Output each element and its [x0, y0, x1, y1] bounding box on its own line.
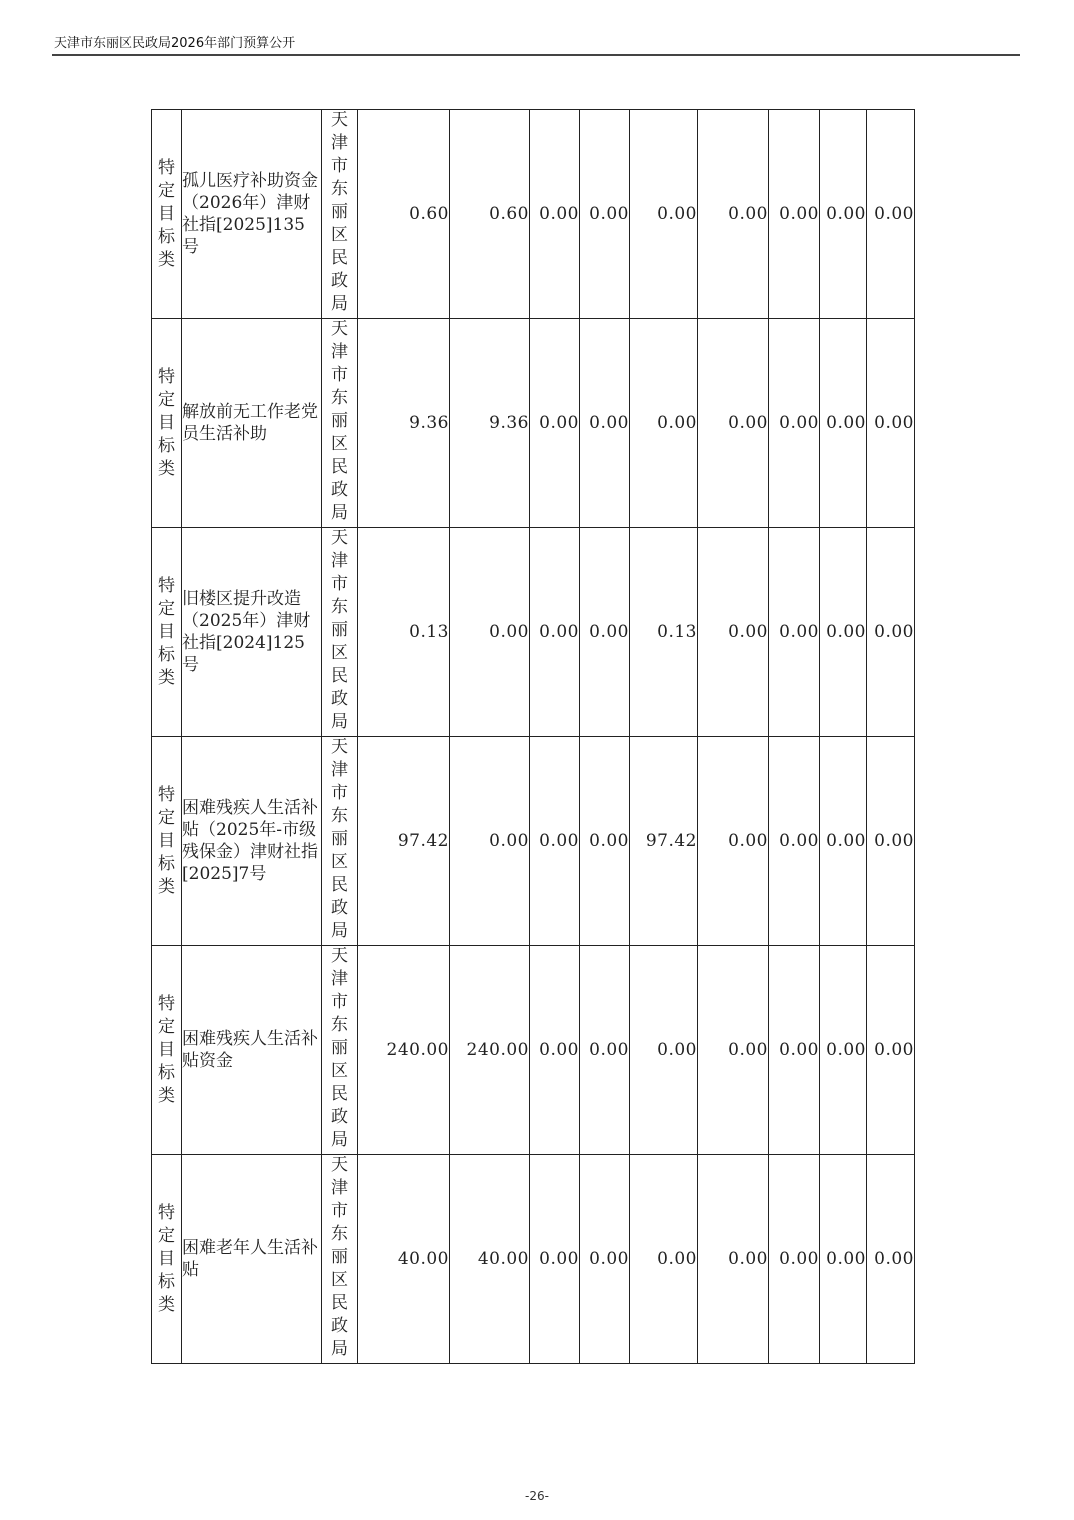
department-cell [322, 110, 358, 319]
department: 天津市东丽区民政局 [331, 110, 348, 314]
value-cell: 240.00 [358, 946, 450, 1155]
project-type: 特定目标类 [158, 993, 175, 1106]
project-name: 旧楼区提升改造（2025年）津财社指[2024]125号 [182, 528, 322, 737]
value-cell: 0.00 [820, 737, 867, 946]
project-type-cell [152, 737, 182, 946]
department-cell [322, 737, 358, 946]
table-row [152, 528, 915, 737]
value-cell: 97.42 [358, 737, 450, 946]
value-cell: 0.00 [530, 319, 580, 528]
project-type: 特定目标类 [158, 157, 175, 270]
department: 天津市东丽区民政局 [331, 319, 348, 523]
value-cell: 0.00 [530, 528, 580, 737]
table-row [152, 319, 915, 528]
value-cell: 0.00 [580, 319, 630, 528]
table-row [152, 737, 915, 946]
department-cell [322, 1155, 358, 1364]
value-cell: 40.00 [358, 1155, 450, 1364]
project-name: 解放前无工作老党员生活补助 [182, 319, 322, 528]
value-cell: 40.00 [450, 1155, 530, 1364]
value-cell: 0.60 [358, 110, 450, 319]
value-cell: 0.00 [580, 946, 630, 1155]
value-cell: 0.00 [530, 110, 580, 319]
value-cell: 0.00 [698, 528, 769, 737]
project-name: 困难残疾人生活补贴（2025年-市级残保金）津财社指[2025]7号 [182, 737, 322, 946]
value-cell: 0.00 [630, 1155, 698, 1364]
value-cell: 0.00 [867, 319, 915, 528]
value-cell: 240.00 [450, 946, 530, 1155]
value-cell: 0.00 [769, 319, 820, 528]
department: 天津市东丽区民政局 [331, 528, 348, 732]
value-cell: 0.00 [630, 946, 698, 1155]
department: 天津市东丽区民政局 [331, 946, 348, 1150]
project-type: 特定目标类 [158, 1202, 175, 1315]
department-cell [322, 528, 358, 737]
value-cell: 0.00 [769, 737, 820, 946]
department-cell [322, 319, 358, 528]
project-type-cell [152, 946, 182, 1155]
value-cell: 0.00 [820, 110, 867, 319]
value-cell: 0.00 [769, 946, 820, 1155]
page-header-title: 天津市东丽区民政局2026年部门预算公开 [54, 36, 296, 51]
project-type-cell [152, 319, 182, 528]
project-type: 特定目标类 [158, 784, 175, 897]
page-number: -26- [525, 1489, 549, 1503]
project-name: 困难残疾人生活补贴资金 [182, 946, 322, 1155]
department: 天津市东丽区民政局 [331, 737, 348, 941]
budget-table [151, 109, 915, 1364]
department-cell [322, 946, 358, 1155]
value-cell: 0.00 [867, 110, 915, 319]
value-cell: 0.00 [769, 110, 820, 319]
value-cell: 9.36 [450, 319, 530, 528]
value-cell: 0.00 [450, 528, 530, 737]
table-row [152, 110, 915, 319]
value-cell: 0.00 [530, 737, 580, 946]
value-cell: 0.13 [358, 528, 450, 737]
project-type: 特定目标类 [158, 366, 175, 479]
value-cell: 0.00 [820, 528, 867, 737]
value-cell: 0.00 [698, 319, 769, 528]
value-cell: 0.00 [867, 528, 915, 737]
project-name: 孤儿医疗补助资金（2026年）津财社指[2025]135号 [182, 110, 322, 319]
value-cell: 0.00 [820, 1155, 867, 1364]
value-cell: 0.00 [630, 319, 698, 528]
project-type-cell [152, 110, 182, 319]
value-cell: 0.60 [450, 110, 530, 319]
value-cell: 0.00 [769, 1155, 820, 1364]
value-cell: 0.00 [820, 946, 867, 1155]
value-cell: 0.00 [580, 1155, 630, 1364]
value-cell: 0.00 [867, 737, 915, 946]
value-cell: 0.00 [698, 946, 769, 1155]
project-name: 困难老年人生活补贴 [182, 1155, 322, 1364]
value-cell: 0.00 [698, 737, 769, 946]
table-row [152, 946, 915, 1155]
value-cell: 9.36 [358, 319, 450, 528]
value-cell: 0.00 [580, 110, 630, 319]
value-cell: 0.00 [867, 946, 915, 1155]
value-cell: 0.00 [630, 110, 698, 319]
value-cell: 0.00 [450, 737, 530, 946]
value-cell: 0.00 [698, 1155, 769, 1364]
value-cell: 0.00 [867, 1155, 915, 1364]
value-cell: 97.42 [630, 737, 698, 946]
department: 天津市东丽区民政局 [331, 1155, 348, 1359]
value-cell: 0.00 [820, 319, 867, 528]
table-row [152, 1155, 915, 1364]
project-type: 特定目标类 [158, 575, 175, 688]
value-cell: 0.00 [580, 528, 630, 737]
header-divider [52, 54, 1020, 56]
project-type-cell [152, 1155, 182, 1364]
value-cell: 0.00 [580, 737, 630, 946]
value-cell: 0.00 [530, 946, 580, 1155]
value-cell: 0.13 [630, 528, 698, 737]
project-type-cell [152, 528, 182, 737]
value-cell: 0.00 [769, 528, 820, 737]
value-cell: 0.00 [698, 110, 769, 319]
value-cell: 0.00 [530, 1155, 580, 1364]
